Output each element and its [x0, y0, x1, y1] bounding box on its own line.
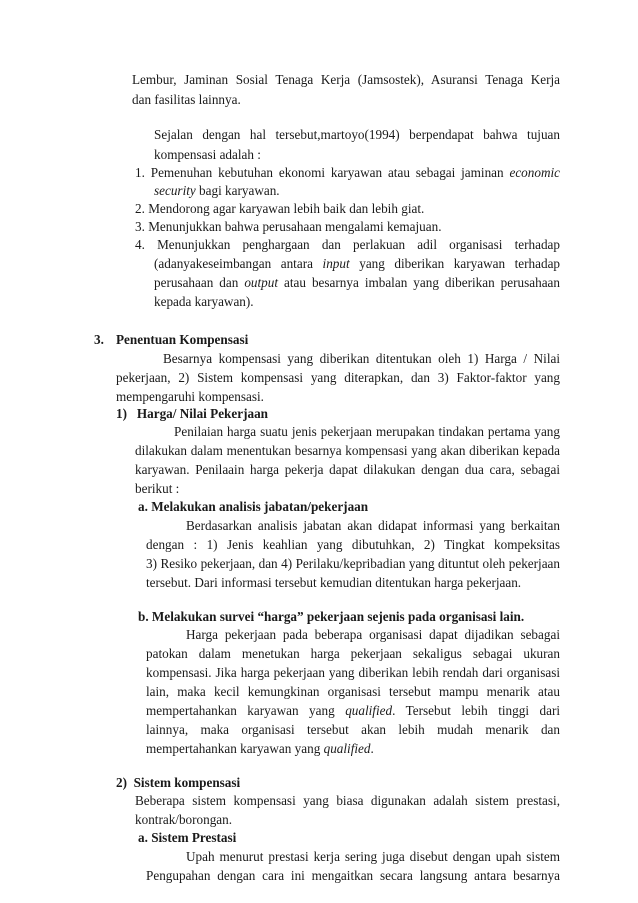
sub-2-heading: 2) Sistem kompensasi: [116, 775, 241, 790]
martoyo-item-4-line-2: (adanyakeseimbangan antara input yang diberikan karyawan terhadap: [154, 256, 560, 271]
martoyo-item-2: 2. Mendorong agar karyawan lebih baik dan lebih giat.: [135, 201, 425, 216]
sub-2-line-2: kontrak/borongan.: [135, 812, 233, 827]
section-3-title: Penentuan Kompensasi: [116, 332, 249, 347]
martoyo-item-4-line-3: perusahaan dan output atau besarnya imbalan yang diberikan perusahaan: [154, 275, 560, 290]
sub-2a-line-2: Pengupahan dengan cara ini mengaitkan secara langsung antara besarnya: [146, 868, 560, 883]
sub-1-line-3: karyawan. Penilaain harga pekerja dapat dilakukan dengan dua cara, sebagai: [135, 462, 560, 477]
sub-2-line-1: Beberapa sistem kompensasi yang biasa digunakan adalah sistem prestasi,: [135, 793, 560, 808]
intro-line-1: Lembur, Jaminan Sosial Tenaga Kerja (Jamsostek), Asuransi Tenaga Kerja: [132, 72, 560, 87]
sub-2a-line-1: Upah menurut prestasi kerja sering juga disebut dengan upah sistem: [186, 849, 560, 864]
intro-line-2: dan fasilitas lainnya.: [132, 92, 241, 107]
sub-1-line-4: berikut :: [135, 481, 180, 496]
sub-1a-line-4: tersebut. Dari informasi tersebut kemudian ditentukan harga pekerjaan.: [146, 575, 522, 590]
sub-1b-line-4: lain, maka kecil kemungkinan organisasi tersebut mampu menarik atau: [146, 684, 560, 699]
sub-1b-line-5: mempertahankan karyawan yang qualified. Tersebut lebih tinggi dari: [146, 703, 560, 718]
sub-1a-heading: a. Melakukan analisis jabatan/pekerjaan: [138, 499, 369, 514]
section-3-line-1: Besarnya kompensasi yang diberikan ditentukan oleh 1) Harga / Nilai: [163, 351, 560, 366]
sub-1b-line-2: patokan dalam menetukan harga pekerjaan sekaligus sebagai ukuran: [146, 646, 560, 661]
section-3-line-2: pekerjaan, 2) Sistem kompensasi yang diterapkan, dan 3) Faktor-faktor yang: [116, 370, 560, 385]
sub-1a-line-1: Berdasarkan analisis jabatan akan didapat informasi yang berkaitan: [186, 518, 560, 533]
martoyo-item-1-line-2: security bagi karyawan.: [154, 183, 280, 198]
sub-1a-line-2: dengan : 1) Jenis keahlian yang dibutuhkan, 2) Tingkat kompeksitas: [146, 537, 560, 552]
section-3-number: 3.: [94, 332, 104, 347]
sub-1-line-1: Penilaian harga suatu jenis pekerjaan merupakan tindakan pertama yang: [174, 424, 560, 439]
martoyo-item-4-line-1: 4. Menunjukkan penghargaan dan perlakuan adil organisasi terhadap: [135, 237, 560, 252]
sub-1b-heading: b. Melakukan survei “harga” pekerjaan sejenis pada organisasi lain.: [138, 609, 525, 624]
martoyo-item-3: 3. Menunjukkan bahwa perusahaan mengalami kemajuan.: [135, 219, 442, 234]
sub-1b-line-6: lainnya, maka organisasi tersebut akan lebih mudah menarik dan: [146, 722, 560, 737]
sub-1b-line-1: Harga pekerjaan pada beberapa organisasi dapat dijadikan sebagai: [186, 627, 560, 642]
sub-1-line-2: dilakukan dalam menentukan besarnya kompensasi yang akan diberikan kepada: [135, 443, 560, 458]
sub-1b-line-3: kompensasi. Jika harga pekerjaan yang diberikan lebih rendah dari organisasi: [146, 665, 560, 680]
sub-1-heading: 1) Harga/ Nilai Pekerjaan: [116, 406, 268, 421]
martoyo-item-1-line-1: 1. Pemenuhan kebutuhan ekonomi karyawan atau sebagai jaminan economic: [135, 165, 560, 180]
sub-2a-heading: a. Sistem Prestasi: [138, 830, 237, 845]
martoyo-item-4-line-4: kepada karyawan).: [154, 294, 254, 309]
sub-1a-line-3: 3) Resiko pekerjaan, dan 4) Perilaku/kepribadian yang dituntut oleh pekerjaan: [146, 556, 560, 571]
martoyo-lead-2: kompensasi adalah :: [154, 147, 261, 162]
sub-1b-line-7: mempertahankan karyawan yang qualified.: [146, 741, 374, 756]
martoyo-lead-1: Sejalan dengan hal tersebut,martoyo(1994) berpendapat bahwa tujuan: [154, 127, 560, 142]
section-3-line-3: mempengaruhi kompensasi.: [116, 389, 264, 404]
